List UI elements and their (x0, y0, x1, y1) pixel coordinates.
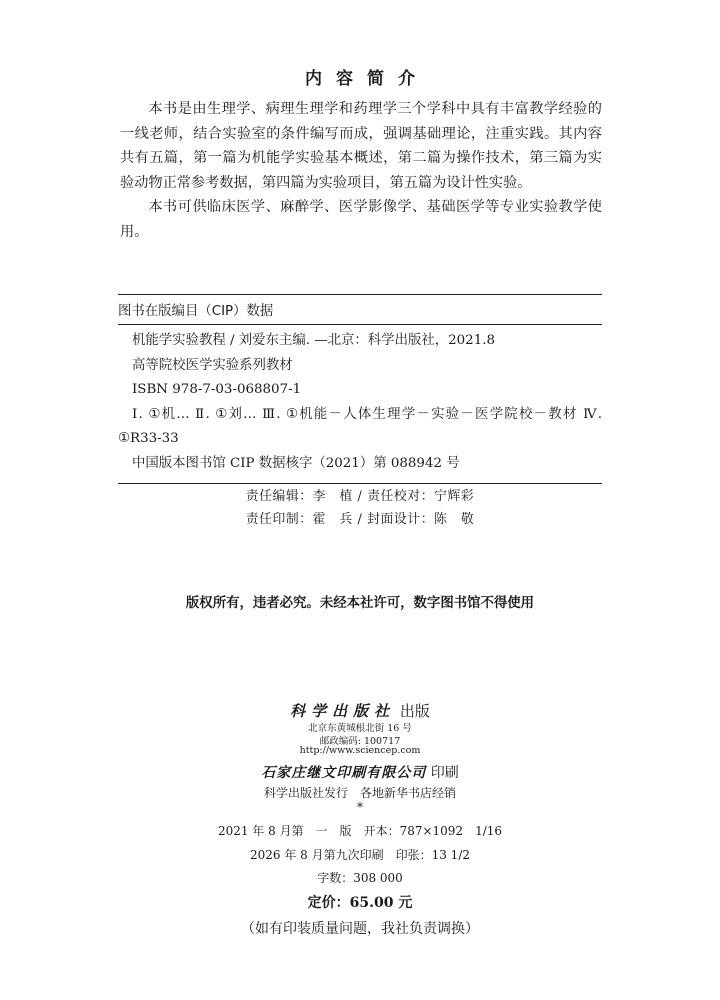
cip-title: 图书在版编目（CIP）数据 (118, 300, 602, 325)
price: 定价：65.00 元 (307, 895, 413, 911)
cip-body (118, 325, 602, 483)
printer-suffix: 印刷 (430, 765, 459, 781)
publisher-address: 北京东黄城根北街 16 号 (308, 723, 412, 734)
publisher-suffix: 出版 (399, 702, 430, 720)
separator-star: * (357, 800, 363, 814)
publisher-name: 科学出版社 (290, 702, 396, 720)
quality-note: （如有印装质量问题，我社负责调换） (241, 921, 479, 937)
cip-record-number: 中国版本图书馆 CIP 数据核字（2021）第 088942 号 (132, 455, 460, 471)
editors-block (0, 485, 720, 531)
printer-line (0, 762, 720, 782)
cip-block (118, 294, 602, 484)
edition-line: 2021 年 8 月第 一 版 开本：787×1092 1/16 (217, 824, 503, 838)
cip-title-line: 机能学实验教程 / 刘爱东主编. —北京：科学出版社，2021.8 (132, 333, 495, 348)
copyright-notice: 版权所有，违者必究。未经本社许可，数字图书馆不得使用 (185, 596, 535, 611)
publisher-website: http://www.sciencep.com (299, 745, 421, 756)
printer-name: 石家庄继文印刷有限公司 (261, 765, 427, 781)
impression-line: 2026 年 8 月第九次印刷 印张：13 1/2 (249, 848, 470, 862)
editors-line-2: 责任印制：霍 兵 / 封面设计：陈 敬 (245, 512, 475, 527)
summary-paragraph-2: 本书可供临床医学、麻醉学、医学影像学、基础医学等专业实验教学使用。 (120, 199, 602, 240)
publisher-postcode: 邮政编码: 100717 (319, 736, 401, 747)
publisher-line (0, 700, 720, 721)
summary-title: 内容简介 (305, 69, 429, 89)
summary-body (120, 97, 602, 245)
cip-series-line: 高等院校医学实验系列教材 (132, 357, 293, 373)
distribution-line: 科学出版社发行 各地新华书店经销 (263, 786, 456, 800)
editors-line-1: 责任编辑：李 植 / 责任校对：宁辉彩 (245, 489, 475, 504)
cip-classification: Ⅰ. ①机… Ⅱ. ①刘… Ⅲ. ①机能－人体生理学－实验－医学院校－教材 Ⅳ. ①R33-33 (118, 406, 602, 447)
summary-paragraph-1: 本书是由生理学、病理生理学和药理学三个学科中具有丰富教学经验的一线老师，结合实验室的条件编写而成，强调基础理论，注重实践。其内容共有五篇，第一篇为机能学实验基本概述，第二篇为操作技术，第三篇为实验动物正常参考数据，第四篇为实验项目，第五篇为设计性实验。 (120, 101, 602, 191)
word-count: 字数：308 000 (317, 871, 403, 885)
cip-isbn: ISBN 978-7-03-068807-1 (132, 382, 302, 398)
